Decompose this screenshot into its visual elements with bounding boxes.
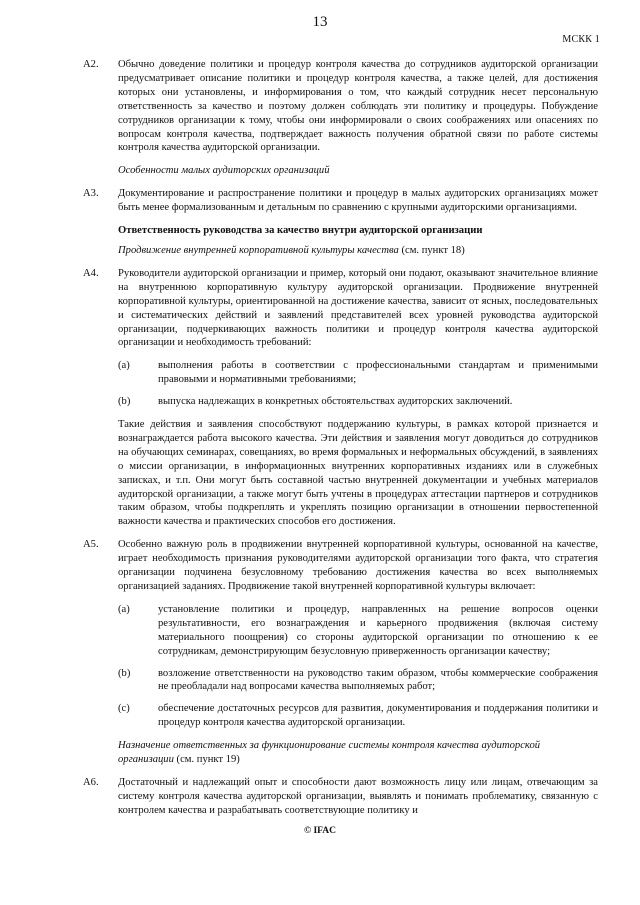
standard-code: МСКК 1 — [562, 34, 600, 45]
footer-copyright: © IFAC — [304, 826, 336, 836]
paragraph-text: Обычно доведение политики и процедур контроля качества до сотрудников аудиторской организации предусматривает описание политики и процедур контроля качества, а также целей, для достижения которых они установлены, и информирования о том, что каждый сотрудник несет персональную ответственность за качество и поэтому должен соблюдать эти политику и процедуры. Побуждение сотрудников организации к тому, чтобы они информировали о своих соображениях или опасениях по вопросам контроля качества, подтверждает важность получения обратной связи по работе системы контроля качества аудиторской организации. — [118, 59, 598, 154]
list-item — [118, 702, 598, 730]
list-item-letter: (a) — [118, 360, 130, 372]
paragraph-reference: (см. пункт 18) — [398, 244, 465, 256]
page-number: 13 — [312, 14, 328, 30]
list-item-text: возложение ответственности на руководство таким образом, чтобы коммерческие соображения не преобладали над вопросами качества выполняемых работ; — [158, 667, 598, 693]
list-item — [118, 667, 598, 695]
list-a4 — [118, 359, 598, 409]
paragraph-number: A5. — [83, 539, 99, 551]
paragraph-reference: (см. пункт 19) — [173, 754, 240, 766]
paragraph-number: A4. — [83, 267, 99, 279]
list-item-letter: (b) — [118, 667, 131, 679]
list-item-text: выпуска надлежащих в конкретных обстоятельствах аудиторских заключений. — [158, 396, 513, 408]
subheading-text: Продвижение внутренней корпоративной культуры качества — [118, 244, 399, 256]
subheading-culture — [118, 244, 598, 258]
paragraph-a6 — [83, 776, 598, 818]
section-heading-leadership: Ответственность руководства за качество внутри аудиторской организации — [118, 225, 483, 237]
list-item-text: выполнения работы в соответствии с профессиональными стандартам и применимыми правовыми и нормативными требованиями; — [158, 360, 598, 386]
page-content — [83, 58, 598, 827]
subheading-assignment — [118, 739, 598, 767]
paragraph-a2 — [83, 58, 598, 155]
list-item-text: обеспечение достаточных ресурсов для развития, документирования и поддержания политики и процедур контроля качества аудиторской организации. — [158, 703, 598, 729]
list-a5 — [118, 603, 598, 730]
paragraph-a4-continuation: Такие действия и заявления способствуют поддержанию культуры, в рамках которой признается и вознаграждается работа высокого качества. Эти действия и заявления могут доводиться до сотрудников на обучающих семинарах, совещаниях, во время формальных и неформальных обсуждений, в заявлениях о миссии организации, в информационных внутренних корпоративных изданиях или в служебных записках, и т.п. Они могут быть составной частью внутренней документации и учебных материалов аудиторской организации, а также могут быть учтены в процедурах аттестации партнеров и сотрудников таким образом, чтобы подкреплять и укреплять позицию организации в отношении первостепенной важности качества и практических способов его достижения. — [118, 419, 598, 528]
list-item — [118, 359, 598, 387]
paragraph-text: Руководители аудиторской организации и пример, который они подают, оказывают значительное влияние на внутреннюю корпоративную культуру аудиторской организации. Продвижение внутренней корпоративной культуры, ориентированной на достижение качества, зависит от ясных, последовательных и систематических действий и заявлений представителей всех уровней руководства аудиторской организации, подчеркивающих важность политики и процедур контроля качества аудиторской организации и необходимость требований: — [118, 267, 598, 349]
list-item-letter: (b) — [118, 396, 131, 408]
paragraph-a4 — [83, 267, 598, 350]
subheading-text: Назначение ответственных за функционирование системы контроля качества аудиторской организации — [118, 740, 541, 766]
paragraph-text: Особенно важную роль в продвижении внутренней корпоративной культуры, основанной на качестве, играет необходимость признания руководителями аудиторской организации того факта, что стратегия организации подчинена безусловному требованию достижения качества во всех выполняемых организацией заданиях. Продвижение такой внутренней корпоративной культуры включает: — [118, 539, 598, 592]
list-item-text: установление политики и процедур, направленных на решение вопросов оценки результативности, его вознаграждения и карьерного продвижения (включая систему материального поощрения) со стороны аудиторской организации по отношению к ее сотрудникам, демонстрирующим безусловную приверженность организации качеству; — [158, 603, 598, 657]
paragraph-text: Документирование и распространение политики и процедур в малых аудиторских организациях может быть менее формализованным и детальным по сравнению с крупными аудиторскими организациями. — [118, 188, 598, 214]
list-item-letter: (c) — [118, 703, 130, 715]
paragraph-number: A2. — [83, 59, 99, 70]
section-heading-small-firms: Особенности малых аудиторских организаций — [118, 165, 330, 177]
paragraph-number: A3. — [83, 188, 99, 200]
list-item-letter: (a) — [118, 603, 130, 615]
paragraph-a3 — [83, 187, 598, 215]
paragraph-number: A6. — [83, 776, 99, 788]
paragraph-a5 — [83, 538, 598, 594]
list-item — [118, 395, 598, 409]
list-item — [118, 603, 598, 659]
paragraph-text: Достаточный и надлежащий опыт и способности дают возможность лицу или лицам, отвечающим за систему контроля качества аудиторской организации, выявлять и понимать проблематику, связанную с контролем качества и разрабатывать соответствующие политику и — [118, 776, 598, 816]
